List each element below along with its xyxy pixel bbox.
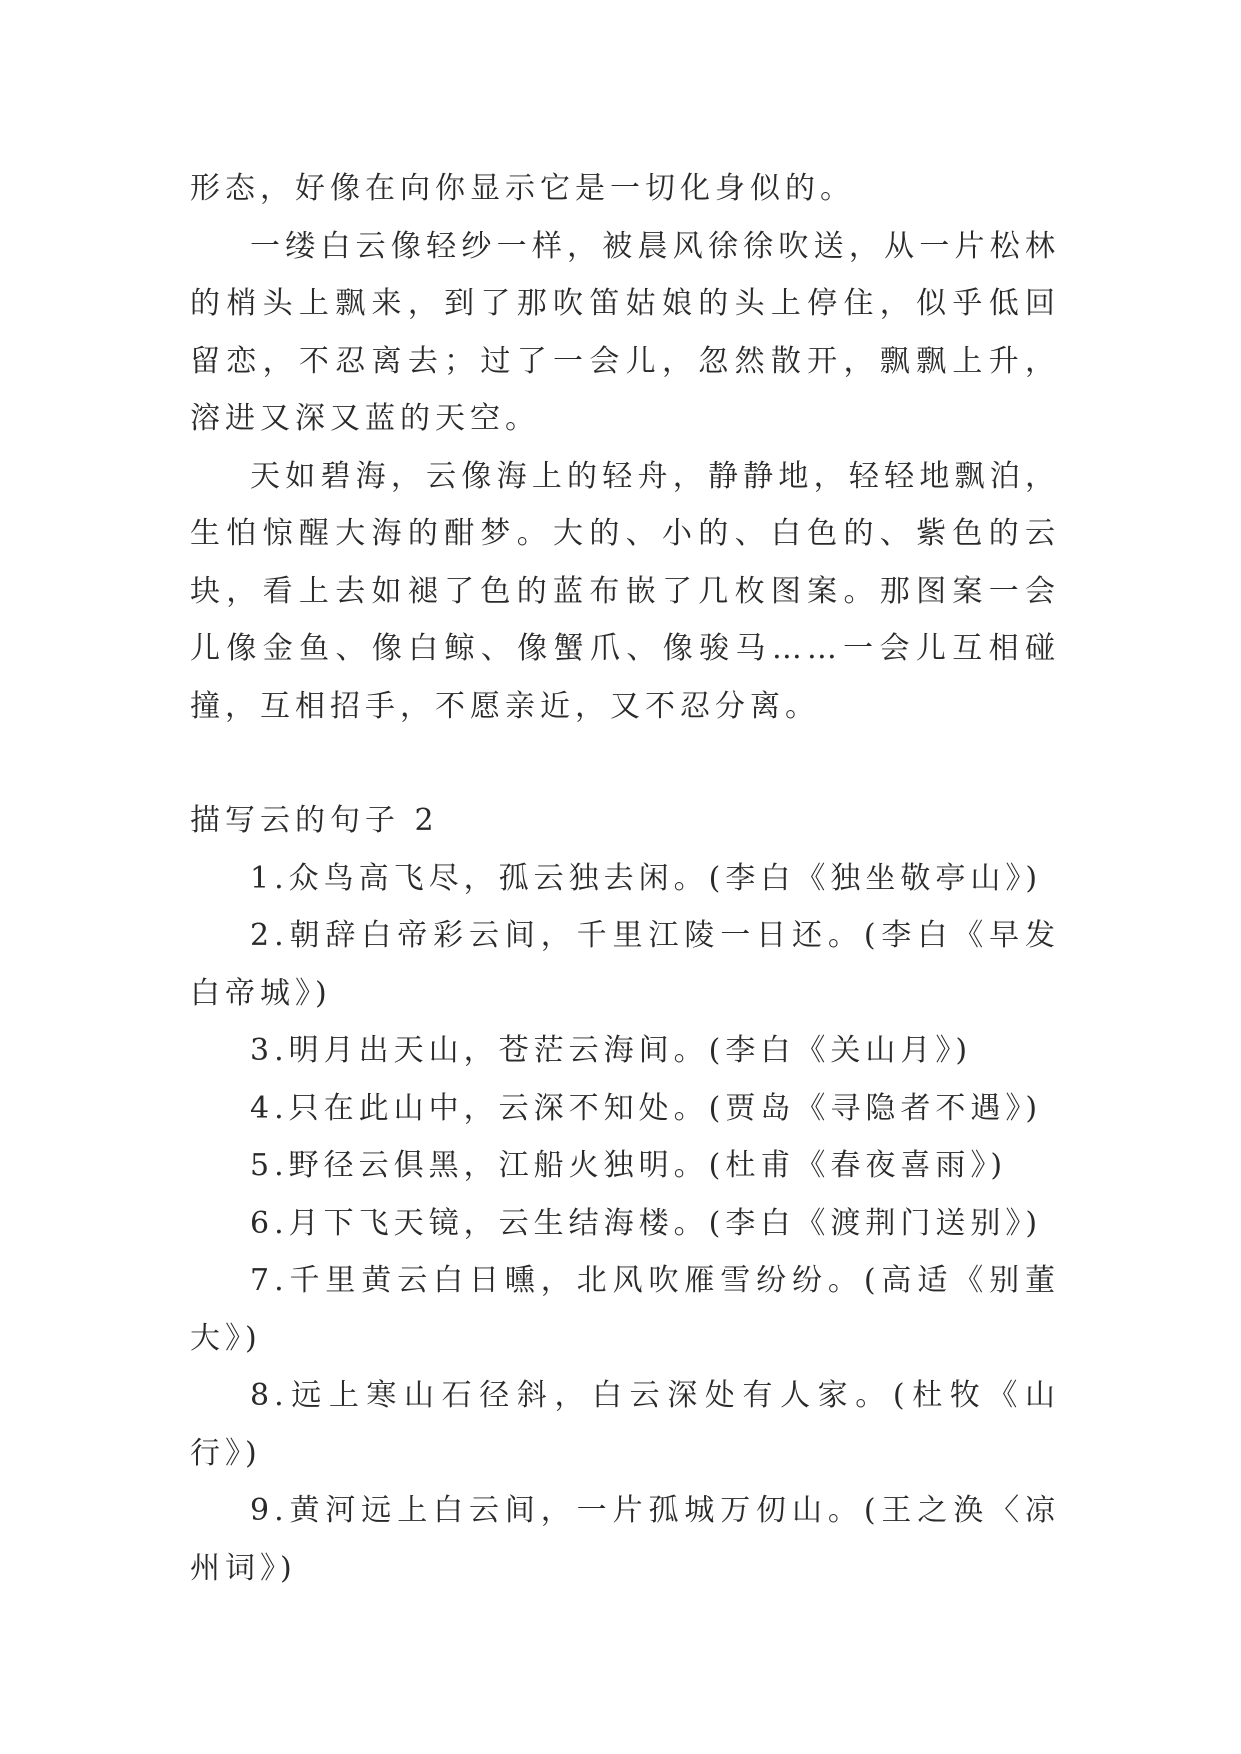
paragraph-continuation: 形态，好像在向你显示它是一切化身似的。 [190, 171, 855, 206]
section-title: 描写云的句子 2 [190, 803, 439, 838]
list-item: 4.只在此山中，云深不知处。(贾岛《寻隐者不遇》) [250, 1090, 1043, 1126]
list-item: 1.众鸟高飞尽，孤云独去闲。(李白《独坐敬亭山》) [250, 860, 1043, 896]
paragraph-sky-sea: 天如碧海，云像海上的轻舟，静静地，轻轻地飘泊，生怕惊醒大海的酣梦。大的、小的、白色的、紫色的云块，看上去如褪了色的蓝布嵌了几枚图案。那图案一会儿像金鱼、像白鲸、像蟹爪、像骏马……一会儿互相碰撞，互相招手，不愿亲近，又不忍分离。 [190, 458, 1060, 724]
list-item: 9.黄河远上白云间，一片孤城万仞山。(王之涣〈凉州词》) [190, 1493, 1060, 1586]
list-item: 3.明月出天山，苍茫云海间。(李白《关山月》) [250, 1033, 973, 1068]
list-item: 7.千里黄云白日曛，北风吹雁雪纷纷。(高适《别董大》) [190, 1263, 1060, 1356]
paragraph-white-cloud: 一缕白云像轻纱一样，被晨风徐徐吹送，从一片松林的梢头上飘来，到了那吹笛姑娘的头上停住，似乎低回留恋，不忍离去；过了一会儿，忽然散开，飘飘上升，溶进又深又蓝的天空。 [190, 228, 1060, 436]
document-body [190, 160, 1060, 1597]
section-gap [190, 735, 1060, 792]
list-item: 2.朝辞白帝彩云间，千里江陵一日还。(李白《早发白帝城》) [190, 918, 1060, 1011]
list-item: 6.月下飞天镜，云生结海楼。(李白《渡荆门送别》) [250, 1205, 1043, 1241]
list-item: 5.野径云俱黑，江船火独明。(杜甫《春夜喜雨》) [250, 1148, 1008, 1183]
list-item: 8.远上寒山石径斜，白云深处有人家。(杜牧《山行》) [190, 1378, 1060, 1471]
